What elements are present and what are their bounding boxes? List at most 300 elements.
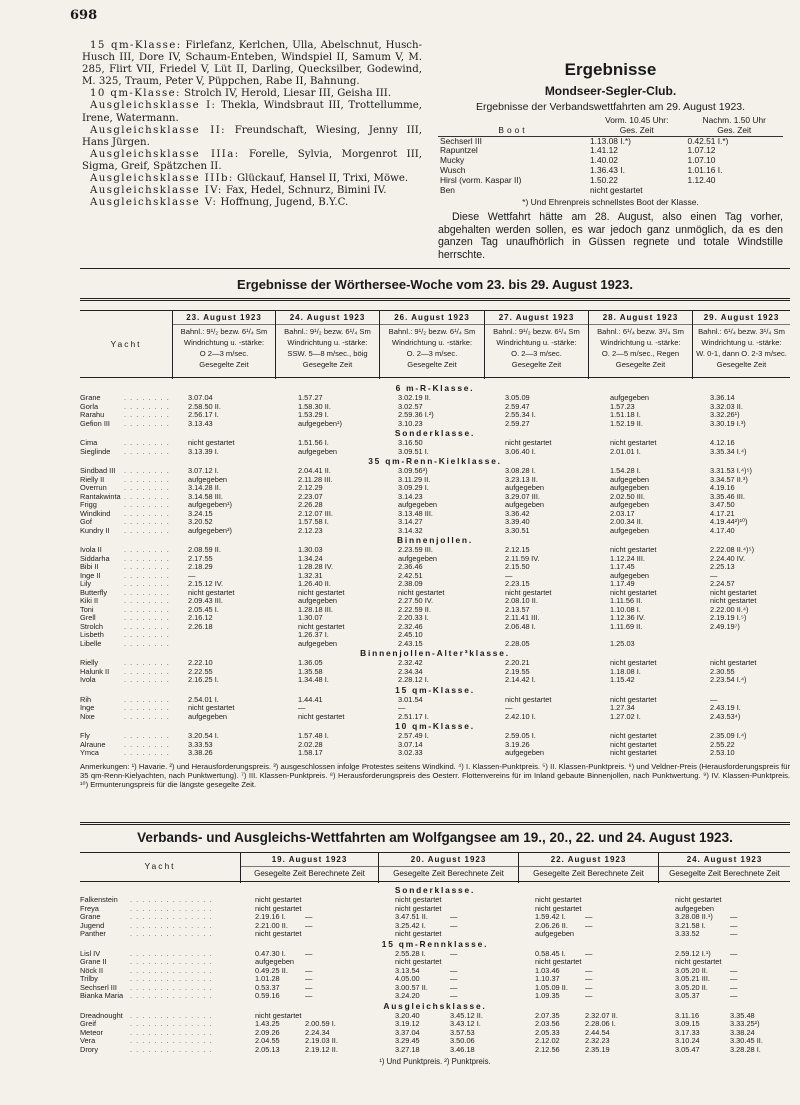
col-boot: Boot: [438, 126, 588, 136]
time-cell: 3.14.32: [398, 525, 423, 535]
table-row: [80, 555, 790, 564]
time-cell: 3.20.40: [395, 1010, 420, 1020]
class-heading: 35 qm-Renn-Kielklasse.: [368, 456, 502, 466]
leader-dots: . . . . . . . . . . . . . .: [130, 965, 213, 975]
page-number: 698: [70, 8, 98, 23]
time-cell: nicht gestartet: [610, 731, 657, 740]
time-cell: nicht gestartet: [710, 587, 757, 597]
time-cell: 0.59.16: [255, 991, 280, 1000]
time-cell: 2.05.45 I.: [188, 604, 219, 614]
leader-dots: . . . . . . . . . . . . . .: [130, 912, 213, 921]
time-cell: 3.05.37: [675, 991, 700, 1000]
time-cell: 3.34.57 II.³): [710, 474, 748, 484]
course-length: Bahnl.: 9¹/₂ bezw. 6¹/₄ Sm: [284, 327, 371, 336]
time-cell: 1.18.08 I.: [610, 666, 641, 676]
time-cell: 1.27.02 I.: [610, 711, 641, 721]
time-cell: —: [710, 570, 718, 580]
time-label: Gesegelte Zeit: [716, 360, 767, 369]
time-cell: 3.02.33: [398, 748, 423, 757]
class-list-entry: [82, 100, 422, 124]
time-cell: nicht gestartet: [610, 545, 657, 554]
time-cell: nicht gestartet: [255, 903, 302, 913]
table-row: [80, 527, 790, 536]
class-list-entry: [82, 149, 422, 173]
time-cell: 2.36.46: [398, 562, 423, 571]
yacht-name: Drory: [80, 1044, 99, 1054]
time-cell: 3.47.51 II.: [395, 912, 428, 921]
class-list-entry: [82, 40, 422, 88]
time-cell: 1.17.45: [610, 562, 635, 571]
yacht-name: Kiki II: [80, 596, 99, 605]
time-cell: 1.28.18 III.: [298, 604, 333, 614]
leader-dots: . . . . . . . .: [124, 694, 170, 704]
time-cell: aufgegeben: [610, 570, 650, 580]
time-cell: 3.13.39 I.: [188, 446, 219, 456]
divider: [80, 298, 790, 301]
boat-name: Ben: [440, 184, 455, 195]
time-cell: —: [505, 570, 513, 580]
time-cell: —: [450, 948, 458, 958]
time-cell: 3.07.14: [398, 739, 423, 749]
yacht-name: Trilby: [80, 974, 98, 983]
day-date: 24. August 1923: [659, 855, 790, 867]
time-cell: 1.05.09 II.: [535, 982, 568, 992]
time-cell: 2.11.41 III.: [505, 613, 540, 622]
time-cell: 1.15.42: [610, 675, 635, 684]
time-cell: —: [305, 965, 313, 975]
time-cell: 1.11.69 II.: [610, 621, 643, 631]
table-row: [80, 448, 790, 457]
yacht-name: Falkenstein: [80, 895, 118, 904]
time-cell: 2.45.10: [398, 630, 423, 639]
leader-dots: . . . . . . . .: [124, 731, 170, 740]
time-cell: 4.05.00: [395, 974, 420, 983]
time-cell: 2.28.06 I.: [585, 1019, 616, 1028]
col-gz-2: Ges. Zeit: [686, 126, 784, 136]
time-cell: 2.55.34 I.: [505, 410, 536, 419]
yacht-name: Rarahu: [80, 410, 105, 419]
yacht-name: Strolch: [80, 621, 104, 631]
time-cell: 2.16.12: [188, 613, 213, 622]
time-cell: 3.30.19 I.³): [710, 418, 746, 428]
leader-dots: . . . . . . . . . . . . . .: [130, 1044, 213, 1054]
time-cell: —: [305, 948, 313, 958]
time-nachm: 1.01.16 I.: [687, 164, 723, 175]
time-cell: nicht gestartet: [395, 929, 442, 938]
table-row: [80, 741, 790, 750]
time-cell: 2.18.29: [188, 562, 213, 571]
time-cell: 3.13.48 III.: [398, 508, 433, 518]
time-cell: nicht gestartet: [535, 903, 582, 913]
day-column-header: [378, 853, 518, 883]
table-row: [80, 704, 790, 713]
time-cell: 3.47.50: [710, 500, 735, 509]
time-cell: 3.05.09: [505, 393, 530, 402]
time-cell: aufgegeben: [505, 483, 545, 492]
yacht-name: Ivola: [80, 675, 96, 684]
yacht-name: Lily: [80, 579, 92, 588]
leader-dots: . . . . . . . .: [124, 748, 170, 757]
time-cell: 1.11.56 II.: [610, 596, 643, 605]
day-date: 20. August 1923: [379, 855, 518, 867]
time-cell: 1.44.41: [298, 694, 323, 704]
time-cell: —: [450, 920, 458, 930]
time-cell: 2.55.28 I.: [395, 948, 426, 958]
time-cell: aufgegeben: [610, 483, 650, 492]
class-heading: Ausgleichsklasse.: [383, 1000, 487, 1011]
time-cell: 2.20.21: [505, 658, 530, 667]
time-cell: 2.23.15: [505, 579, 530, 588]
time-cell: 2.00.59 I.: [305, 1019, 336, 1028]
day-date: 28. August 1923: [589, 313, 692, 325]
time-cell: 3.31.53 I.⁴)⁵): [710, 466, 752, 475]
wind-label: Windrichtung u. -stärke:: [496, 338, 577, 347]
time-cell: 1.12.24 III.: [610, 553, 645, 563]
boat-name: Hirsl (vorm. Kaspar II): [440, 174, 522, 185]
yacht-name: Ivola II: [80, 545, 102, 554]
time-cell: 1.25.03: [610, 638, 635, 648]
table-row: [80, 668, 790, 677]
time-cell: 2.28.12 I.: [398, 675, 429, 684]
time-cell: nicht gestartet: [610, 694, 657, 704]
time-cell: 2.42.10 I.: [505, 711, 536, 721]
time-cell: 3.10.24: [675, 1036, 700, 1045]
time-cell: 0.47.30 I.: [255, 948, 286, 958]
boat-name: Wusch: [440, 164, 466, 175]
time-cell: nicht gestartet: [535, 895, 582, 904]
day-date: 26. August 1923: [380, 313, 484, 325]
class-heading: 6 m-R-Klasse.: [395, 383, 475, 393]
class-list-text: Hoffnung, Jugend, B.Y.C.: [217, 197, 349, 209]
time-cell: 3.46.18: [450, 1044, 475, 1054]
yacht-name: Dreadnought: [80, 1010, 123, 1020]
time-cell: nicht gestartet: [395, 957, 442, 966]
table-row: [80, 930, 790, 939]
time-cell: 2.01.01 I.: [610, 446, 641, 456]
time-cell: 3.27.18: [395, 1044, 420, 1054]
time-cell: 2.24.40 IV.: [710, 553, 746, 563]
time-cell: 2.23.07: [298, 491, 323, 501]
day-column-header: [379, 311, 484, 379]
day-date: 29. August 1923: [693, 313, 790, 325]
time-cell: 3.07.04: [188, 393, 213, 402]
time-cell: 3.09.51 I.: [398, 446, 429, 456]
time-cell: 2.19.19 I.⁵): [710, 613, 747, 622]
time-cell: 3.06.40 I.: [505, 446, 536, 456]
footnotes: Anmerkungen: ¹) Havarie. ²) und Herausforderungspreis. ³) ausgeschlossen infolge Protestes seitens Windkind. ⁴) I. Klassen-Punktpreis. ⁵) II. Klassen-Punktpreis. ⁶) und Veldner-Preis (Herausforderungspreis für 35 qm-Renn-Kielyachten, nach Punktwertung). ⁷) III. Klassen-Punktpreis. ⁸) Herausforderungspreis des Oesterr. Flottenvereins für im Inland gebaute Binnenjollen, nach Punktwertung. ⁹) IV. Klassen-Punktpreis. ¹⁰) Ermunterungspreis für die längste gesegelte Zeit.: [80, 761, 790, 789]
time-cell: nicht gestartet: [298, 587, 345, 597]
class-heading: 15 qm-Klasse.: [395, 684, 475, 695]
time-cell: 1.32.31: [298, 570, 323, 580]
time-cell: —: [730, 982, 738, 992]
time-cell: 2.34.34: [398, 666, 423, 676]
time-cell: 3.08.28 I.: [505, 466, 536, 475]
time-cell: 3.19.12: [395, 1019, 420, 1028]
time-cell: nicht gestartet: [255, 929, 302, 938]
leader-dots: . . . . . . . .: [124, 666, 170, 676]
yacht-name: Fly: [80, 731, 90, 740]
time-cell: 2.20.33 I.: [398, 613, 429, 622]
time-cell: 3.25.42 I.: [395, 920, 426, 930]
col-vorm: Vorm. 10.45 Uhr:: [605, 115, 669, 125]
leader-dots: . . . . . . . .: [124, 739, 170, 749]
time-cell: —: [585, 920, 593, 930]
time-cell: 2.03.56: [535, 1019, 560, 1028]
time-cell: 3.10.23: [398, 418, 423, 428]
time-cell: —: [305, 912, 313, 921]
mondsee-note: Diese Wettfahrt hätte am 28. August, also einen Tag vorher, abgehalten werden sollen, es war jedoch ganz unmöglich, da es den ganzen Tag unaufhörlich in Güssen regnete und totale Windstille herrschte.: [438, 211, 783, 261]
leader-dots: . . . . . . . .: [124, 621, 170, 631]
time-cell: 4.17.21: [710, 508, 735, 518]
results-heading: Ergebnisse: [564, 60, 657, 79]
time-cell: 2.59.47: [505, 401, 530, 411]
time-cell: nicht gestartet: [675, 895, 722, 904]
wind-label: Windrichtung u. -stärke:: [600, 338, 681, 347]
table-row: [80, 501, 790, 510]
time-cell: nicht gestartet: [505, 587, 552, 597]
yacht-name: Rih: [80, 694, 92, 704]
time-cell: 2.11.28 III.: [298, 474, 333, 484]
time-cell: 2.12.29: [298, 483, 323, 492]
table-row: [80, 510, 790, 519]
day-column-header: [172, 311, 275, 379]
time-vorm: 1.40.02: [590, 155, 618, 166]
leader-dots: . . . . . . . .: [124, 587, 170, 597]
leader-dots: . . . . . . . .: [124, 562, 170, 571]
time-label: Gesegelte Zeit: [302, 360, 353, 369]
leader-dots: . . . . . . . .: [124, 553, 170, 563]
leader-dots: . . . . . . . .: [124, 500, 170, 509]
class-heading: Binnenjollen.: [397, 535, 473, 545]
leader-dots: . . . . . . . .: [124, 401, 170, 411]
course-length: Bahnl.: 9¹/₂ bezw. 6¹/₄ Sm: [388, 327, 476, 336]
leader-dots: . . . . . . . .: [124, 545, 170, 554]
day-date: 24. August 1923: [276, 313, 379, 325]
class-list-entry: [82, 88, 422, 100]
time-cell: 2.12.15: [505, 545, 530, 554]
yacht-name: Frigg: [80, 500, 97, 509]
time-cell: 2.22.00 II.⁴): [710, 604, 749, 614]
time-cell: 2.42.51: [398, 570, 423, 580]
table-row: [80, 696, 790, 705]
time-cell: 1.58.30 II.: [298, 401, 331, 411]
time-cell: 1.09.35: [535, 991, 560, 1000]
time-cell: 3.05.21 III.: [675, 974, 710, 983]
table-row: [80, 597, 790, 606]
yacht-name: Grane II: [80, 957, 107, 966]
time-cell: 2.23.59 III.: [398, 545, 433, 554]
leader-dots: . . . . . . . .: [124, 517, 170, 526]
time-cell: 3.32.03 II.: [710, 401, 743, 411]
time-cell: 3.01.54: [398, 694, 423, 704]
table-row: [80, 1046, 790, 1055]
yacht-name: Grane: [80, 393, 101, 402]
yacht-name: Bibi II: [80, 562, 99, 571]
boat-name: Rapuntzel: [440, 145, 478, 156]
class-list-head: Ausgleichsklasse IIIb:: [90, 173, 234, 185]
time-cell: 1.59.42 I.: [535, 912, 566, 921]
time-cell: 3.36.42: [505, 508, 530, 518]
time-cell: 1.03.46: [535, 965, 560, 975]
time-cell: 1.57.48 I.: [298, 731, 329, 740]
time-nachm: 1.07.12: [687, 145, 716, 156]
time-cell: nicht gestartet: [395, 895, 442, 904]
yacht-name: Grane: [80, 912, 101, 921]
time-cell: 3.09.15: [675, 1019, 700, 1028]
leader-dots: . . . . . . . .: [124, 613, 170, 622]
results-subtitle: Ergebnisse der Verbandswettfahrten am 29. August 1923.: [475, 101, 746, 113]
leader-dots: . . . . . . . .: [124, 446, 170, 456]
class-heading: 15 qm-Rennklasse.: [381, 938, 489, 949]
woerthersee-body: [80, 383, 790, 789]
time-nachm: 0.42.51 I.*): [687, 135, 729, 146]
time-cell: 2.14.42 I.: [505, 675, 536, 684]
day-column-header: [692, 311, 790, 379]
time-cell: —: [450, 974, 458, 983]
time-cell: —: [398, 703, 406, 712]
time-cell: nicht gestartet: [395, 903, 442, 913]
time-cell: 2.21.00 II.: [255, 920, 288, 930]
time-cell: 0.49.25 II.: [255, 965, 288, 975]
yacht-name: Greif: [80, 1019, 97, 1028]
leader-dots: . . . . . . . . . . . . . .: [130, 1036, 213, 1045]
leader-dots: . . . . . . . . . . . . . .: [130, 948, 213, 958]
class-list-text: Strolch IV, Herold, Liesar III, Geisha III.: [180, 88, 392, 100]
yacht-name: Panther: [80, 929, 106, 938]
time-cell: 3.05.20 II.: [675, 965, 708, 975]
time-cell: 0.58.45 I.: [535, 948, 566, 958]
time-cell: nicht gestartet: [188, 703, 235, 712]
time-label: Gesegelte Zeit: [407, 360, 457, 369]
leader-dots: . . . . . . . .: [124, 703, 170, 712]
time-cell: —: [450, 965, 458, 975]
time-cell: 3.14.23: [398, 491, 423, 501]
yacht-name: Bianka Maria: [80, 991, 124, 1000]
yacht-name: Alraune: [80, 739, 106, 749]
class-heading: Sonderklasse.: [394, 885, 476, 895]
table-row: [80, 659, 790, 668]
wind-value: O. 2—3 m/sec.: [406, 349, 458, 358]
time-cell: —: [585, 991, 593, 1000]
time-cell: nicht gestartet: [505, 694, 552, 704]
yacht-name: Ymca: [80, 748, 99, 757]
time-cell: 3.13.54: [395, 965, 420, 975]
time-cell: 1.12.36 IV.: [610, 613, 646, 622]
time-cell: —: [450, 991, 458, 1000]
time-cell: 3.28.28 I.: [730, 1044, 761, 1054]
time-cell: 3.35.48: [730, 1010, 755, 1020]
boat-name: Sechserl III: [440, 135, 482, 146]
yacht-name: Rielly II: [80, 474, 105, 484]
table-row: [80, 403, 790, 412]
time-cell: 3.33.53: [188, 739, 213, 749]
class-list-text: Thekla, Windsbraut III, Trottellumme, Irene, Watermann.: [82, 100, 422, 124]
wind-label: Windrichtung u. -stärke:: [183, 338, 265, 347]
class-heading: 10 qm-Klasse.: [395, 721, 475, 731]
time-cell: —: [188, 570, 196, 580]
time-cell: 2.58.50 II.: [188, 401, 221, 411]
time-cell: 3.50.06: [450, 1036, 475, 1045]
time-cell: 2.04.55: [255, 1036, 280, 1045]
time-cell: 1.35.58: [298, 666, 323, 676]
time-cell: 3.19.26: [505, 739, 530, 749]
time-cell: 2.30.55: [710, 666, 735, 676]
class-list-head: Ausgleichsklasse I:: [90, 100, 217, 112]
table-row: [80, 467, 790, 476]
time-cell: aufgegeben: [255, 957, 295, 966]
yacht-name: Gof: [80, 517, 92, 526]
table-row: [80, 563, 790, 572]
time-cell: 3.11.29 II.: [398, 474, 431, 484]
leader-dots: . . . . . . . .: [124, 658, 170, 667]
time-cell: 3.35.34 I.⁴): [710, 446, 747, 456]
wind-value: O. 2—3 m/sec.: [511, 349, 562, 358]
table-row: [80, 484, 790, 493]
time-cell: 3.16.50: [398, 438, 423, 447]
time-cell: 1.52.19 II.: [610, 418, 643, 428]
yacht-name: Inge II: [80, 570, 101, 580]
time-cell: 2.49.19⁷): [710, 621, 740, 631]
leader-dots: . . . . . . . .: [124, 508, 170, 518]
time-cell: aufgegeben¹): [188, 500, 232, 509]
yacht-name: Grell: [80, 613, 96, 622]
time-cell: 1.51.18 I.: [610, 410, 641, 419]
time-cell: 1.43.25: [255, 1019, 280, 1028]
time-cell: 3.39.40: [505, 517, 530, 526]
wind-value: O 2—3 m/sec.: [199, 349, 249, 358]
table-row: [80, 439, 790, 448]
time-cell: nicht gestartet: [505, 438, 552, 447]
yacht-name: Cima: [80, 438, 98, 447]
time-cell: —: [450, 982, 458, 992]
mondsee-row: [438, 186, 783, 196]
time-cell: —: [585, 965, 593, 975]
time-cell: 3.33.52: [675, 929, 700, 938]
day-column-header: [658, 853, 790, 883]
yacht-name: Vera: [80, 1036, 96, 1045]
time-cell: 1.57.23: [610, 401, 635, 411]
time-cell: 1.10.37: [535, 974, 560, 983]
time-cell: 3.38.26: [188, 748, 213, 757]
time-cell: 2.09.43 III.: [188, 596, 223, 605]
leader-dots: . . . . . . . . . . . . . .: [130, 929, 213, 938]
time-cell: 1.30.07: [298, 613, 323, 622]
class-list-entry: [82, 185, 422, 197]
woerthersee-header: [80, 310, 790, 378]
yacht-name: Overrun: [80, 483, 107, 492]
time-cell: nicht gestartet: [675, 957, 722, 966]
yacht-name: Nixe: [80, 711, 95, 721]
divider: [80, 268, 790, 269]
time-cell: 3.07.12 I.: [188, 466, 219, 475]
class-list-head: Ausgleichsklasse V:: [90, 197, 218, 209]
course-length: Bahnl.: 6¹/₄ bezw. 3¹/₄ Sm: [597, 327, 684, 336]
yacht-name: Sindbad III: [80, 466, 116, 475]
time-cell: 3.35.46 III.: [710, 491, 745, 501]
col-gz-1: Ges. Zeit: [588, 126, 686, 136]
leader-dots: . . . . . . . . . . . . . .: [130, 982, 213, 992]
time-cell: aufgegeben: [505, 748, 545, 757]
time-cell: 2.55.22: [710, 739, 735, 749]
time-cell: 3.20.52: [188, 517, 213, 526]
course-length: Bahnl.: 9¹/₂ bezw. 6¹/₄ Sm: [493, 327, 580, 336]
time-cell: 2.06.26 II.: [535, 920, 568, 930]
class-list-text: Firlefanz, Kerlchen, Ulla, Abelschnut, Husch-Husch III, Dore IV, Schaum-Enteben, Windspiel II, Samum V, M. 285, Flirt VII, Friedel V, Lüt II, Darling, Quecksilber, Godewind, M. 325, Traum, Peter V, Püppchen, Rabe II, Bahnung.: [82, 40, 423, 88]
leader-dots: . . . . . . . .: [124, 410, 170, 419]
time-cell: 2.07.35: [535, 1010, 560, 1020]
table-row: [80, 606, 790, 615]
time-cell: 2.26.18: [188, 621, 213, 631]
